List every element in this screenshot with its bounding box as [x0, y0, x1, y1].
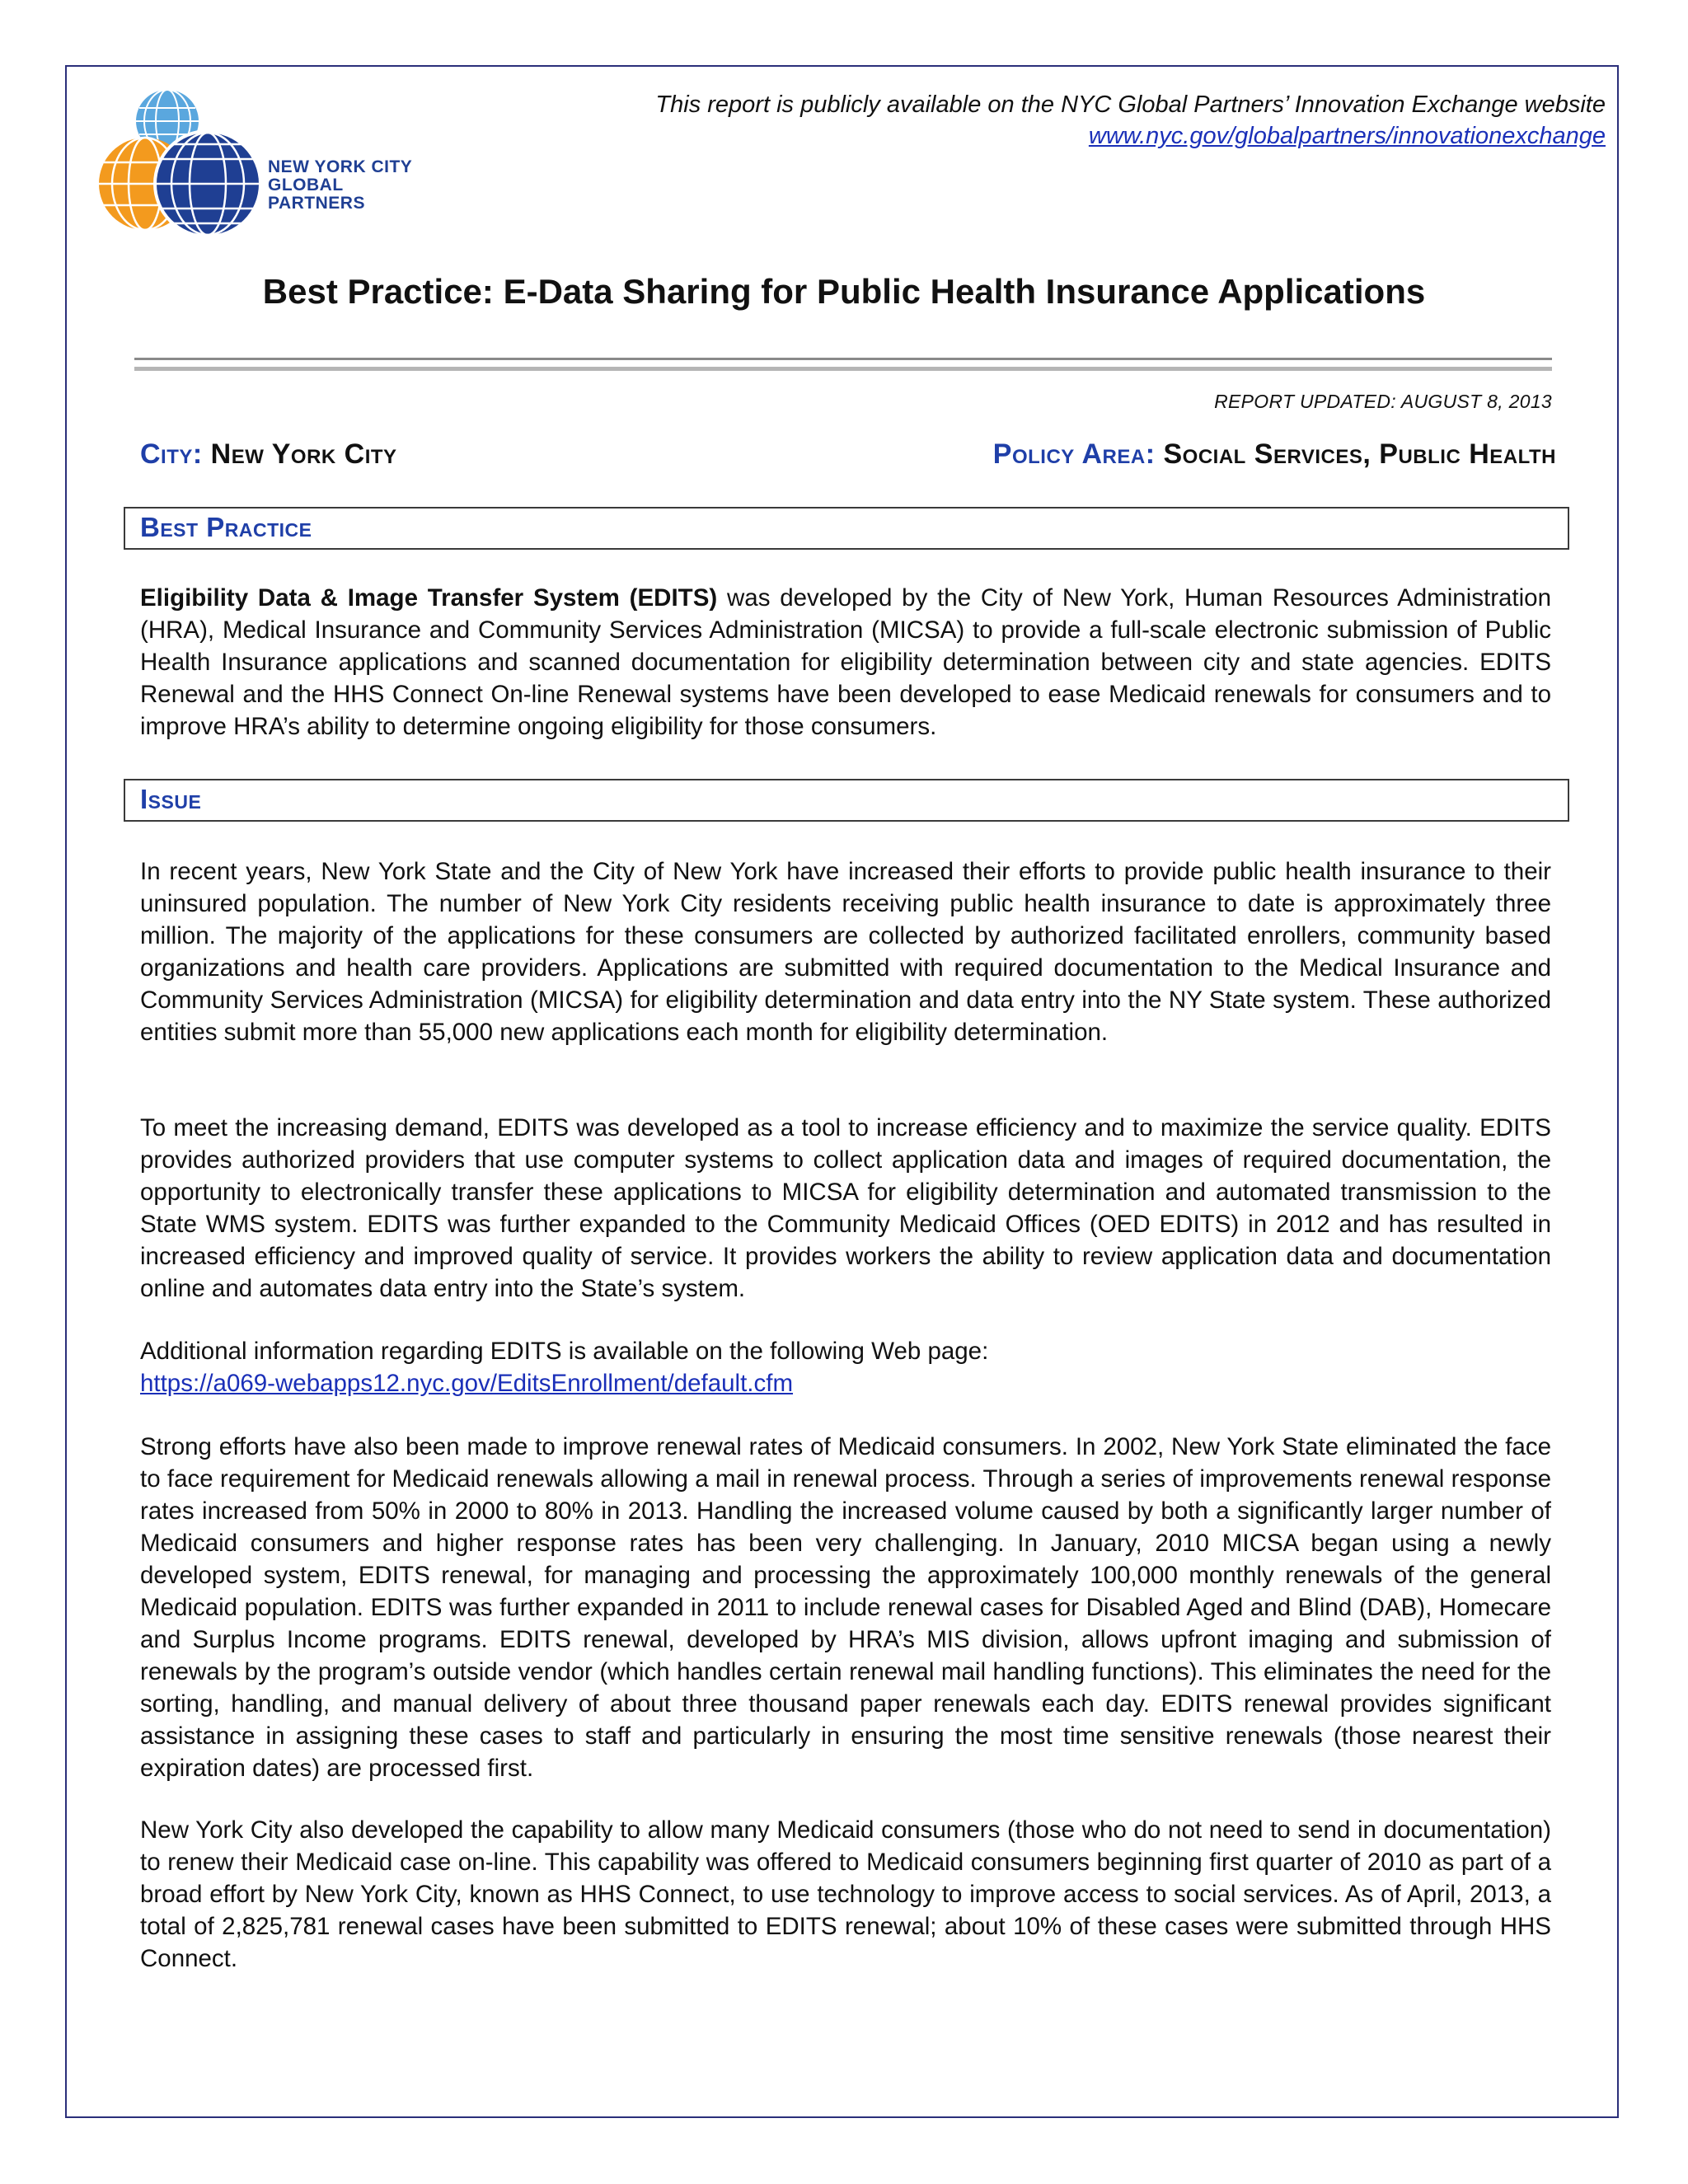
policy-area-field	[993, 438, 1556, 471]
logo-line-3: PARTNERS	[268, 194, 365, 213]
logo-wordmark	[268, 158, 412, 213]
report-updated-date: REPORT UPDATED: AUGUST 8, 2013	[1214, 391, 1552, 412]
website-link[interactable]: www.nyc.gov/globalpartners/innovationexchange	[1088, 123, 1606, 149]
issue-paragraph-1: In recent years, New York State and the City of New York have increased their efforts to provide public health insurance to their uninsured population. The number of New York City residents receiving public health insurance to date is approximately three million. The majority of the applications for these consumers are collected by authorized facilitated enrollers, community based organizations and health care providers. Applications are submitted with required documentation to the Medical Insurance and Community Services Administration (MICSA) for eligibility determination and data entry into the NY State system. These authorized entities submit more than 55,000 new applications each month for eligibility determination.	[140, 858, 1551, 1046]
issue-paragraph-2: To meet the increasing demand, EDITS was developed as a tool to increase efficiency and to maximize the service quality. EDITS provides authorized providers that use computer systems to collect application data and images of required documentation, the opportunity to electronically transfer these applications to MICSA for eligibility determination and automated transmission to the State WMS system. EDITS was further expanded to the Community Medicaid Offices (OED EDITS) in 2012 and has resulted in increased efficiency and improved quality of service. It provides workers the ability to review application data and documentation online and automates data entry into the State’s system.	[140, 1114, 1551, 1302]
city-field	[140, 438, 397, 471]
header-note	[655, 89, 1606, 152]
page-border	[65, 65, 1619, 2118]
edits-info-text: Additional information regarding EDITS is available on the following Web page:	[140, 1338, 989, 1365]
best-practice-body: was developed by the City of New York, Human Resources Administration (HRA), Medical Insurance and Community Services Administration (MICSA) to provide a full-scale electronic submission of Public Health Insurance applications and scanned documentation for eligibility determination between city and state agencies. EDITS Renewal and the HHS Connect On-line Renewal systems have been developed to ease Medicaid renewals for consumers and to improve HRA’s ability to determine ongoing eligibility for those consumers.	[140, 584, 1551, 740]
section-heading-best-practice: Best Practice	[124, 507, 1569, 550]
city-value: New York City	[210, 438, 397, 470]
page-title: Best Practice: E-Data Sharing for Public Health Insurance Applications	[262, 272, 1426, 311]
issue-paragraph-3	[140, 1335, 1551, 1399]
issue-paragraph-4: Strong efforts have also been made to improve renewal rates of Medicaid consumers. In 2002, New York State eliminated the face to face requirement for Medicaid renewals allowing a mail in renewal process. Through a series of improvements renewal response rates increased from 50% in 2000 to 80% in 2013. Handling the increased volume caused by both a significantly larger number of Medicaid consumers and higher response rates has been very challenging. In January, 2010 MICSA began using a newly developed system, EDITS renewal, for managing and processing the approximately 100,000 monthly renewals of the general Medicaid population. EDITS was further expanded in 2011 to include renewal cases for Disabled Aged and Blind (DAB), Homecare and Surplus Income programs. EDITS renewal, developed by HRA’s MIS division, allows upfront imaging and submission of renewals by the program’s outside vendor (which handles certain renewal mail handling functions). This eliminates the need for the sorting, handling, and manual delivery of about three thousand paper renewals each day. EDITS renewal provides significant assistance in assigning these cases to staff and particularly in ensuring the most time sensitive renewals (those nearest their expiration dates) are processed first.	[140, 1433, 1551, 1782]
best-practice-lead: Eligibility Data & Image Transfer System (EDITS)	[140, 584, 718, 612]
city-label: City:	[140, 438, 203, 470]
logo-line-2: GLOBAL	[268, 176, 344, 194]
edits-enrollment-link[interactable]: https://a069-webapps12.nyc.gov/EditsEnrollment/default.cfm	[140, 1370, 794, 1397]
policy-area-label: Policy Area:	[992, 438, 1156, 470]
policy-area-value: Social Services, Public Health	[1163, 438, 1556, 470]
logo-line-1: NEW YORK CITY	[268, 157, 413, 176]
dark-blue-globe-icon	[153, 129, 262, 238]
title-divider	[134, 358, 1552, 371]
best-practice-paragraph	[140, 582, 1551, 743]
availability-note: This report is publicly available on the NYC Global Partners’ Innovation Exchange website	[655, 91, 1606, 118]
issue-paragraph-5: New York City also developed the capability to allow many Medicaid consumers (those who do not need to send in documentation) to renew their Medicaid case on-line. This capability was offered to Medicaid consumers beginning first quarter of 2010 as part of a broad effort by New York City, known as HHS Connect, to use technology to improve access to social services. As of April, 2013, a total of 2,825,781 renewal cases have been submitted to EDITS renewal; about 10% of these cases were submitted through HHS Connect.	[140, 1816, 1551, 1972]
section-heading-issue: Issue	[124, 779, 1569, 822]
